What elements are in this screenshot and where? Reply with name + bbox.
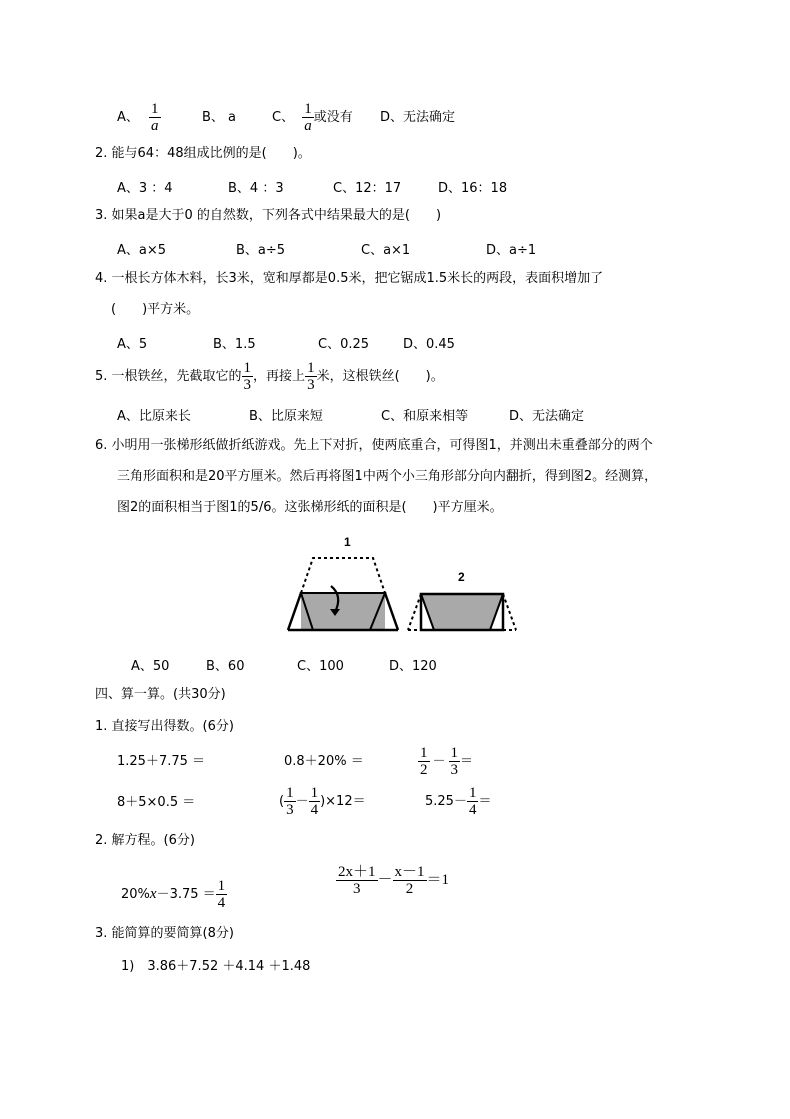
s1-expr-4: 8＋5×0.5 ＝ (117, 795, 196, 810)
q6-option-a: A、50 (131, 659, 170, 674)
q3-option-d: D、a÷1 (486, 243, 537, 258)
q6-option-b: B、60 (206, 659, 245, 674)
s2-equation-1: 20%x－3.75 ＝ $\frac{1}{4}$ (121, 878, 226, 911)
q5-option-c: C、和原来相等 (381, 409, 469, 424)
q6-stem-line2: 三角形面积和是20平方厘米。然后再将图1中两个小三角形部分向内翻折，得到图2。经测算， (117, 469, 658, 484)
s2-equation-2: $\frac{2x+1}{3}$ － $\frac{x-1}{2}$ ＝1 (338, 864, 450, 898)
q3-option-b: B、a÷5 (236, 243, 286, 258)
q3-option-a: A、a×5 (117, 243, 167, 258)
q1-option-c-fraction: $\frac{1}{a}$ (304, 101, 312, 134)
q1-option-d: D、无法确定 (380, 110, 456, 125)
figure-1-folded-shape (301, 593, 385, 630)
q4-option-b: B、1.5 (213, 337, 256, 352)
q4-stem-line1: 4. 一根长方体木料，长3米，宽和厚都是0.5米，把它锯成1.5米长的两段，表面积增加了 (95, 271, 604, 286)
s1-expr-3: $\frac{1}{2}$ － $\frac{1}{3}$ ＝ (420, 745, 474, 778)
figure-1-left-edge (288, 593, 301, 630)
figure-2-label: 2 (458, 570, 465, 584)
figure-2-shaded-region (421, 594, 503, 630)
q5-fraction-2: $\frac{1}{3}$ (307, 360, 315, 393)
q3-option-c: C、a×1 (361, 243, 411, 258)
q2-option-b: B、4 ：3 (228, 181, 284, 196)
q1-option-c: C、 $\frac{1}{a}$ 或没有 (272, 101, 353, 134)
s2-title: 2. 解方程。(6分) (95, 833, 195, 848)
q2-option-a: A、3 ：4 (117, 181, 173, 196)
figure-1-label: 1 (344, 535, 351, 549)
q6-stem-line1: 6. 小明用一张梯形纸做折纸游戏。先上下对折，使两底重合，可得图1，并测出未重叠部分的两个 (95, 438, 653, 453)
section-4-title: 四、算一算。(共30分) (95, 687, 226, 702)
q2-stem: 2. 能与64：48组成比例的是( )。 (95, 146, 311, 161)
q1-options (117, 98, 161, 138)
q4-stem-line2: ( )平方米。 (111, 302, 200, 317)
q6-stem-line3: 图2的面积相当于图1的5/6。这张梯形纸的面积是( )平方厘米。 (117, 500, 503, 515)
s3-item-1: 1) 3.86＋7.52 ＋4.14 ＋1.48 (121, 959, 311, 974)
q1-option-a-label: A、 (117, 110, 139, 125)
q6-option-c: C、100 (297, 659, 344, 674)
s3-title: 3. 能简算的要简算(8分) (95, 926, 234, 941)
q4-option-a: A、5 (117, 337, 148, 352)
q2-option-c: C、12：17 (333, 181, 402, 196)
q3-stem: 3. 如果a是大于0 的自然数，下列各式中结果最大的是( ) (95, 208, 442, 223)
s1-title: 1. 直接写出得数。(6分) (95, 719, 234, 734)
fold-diagram-svg (283, 532, 523, 636)
trapezoid-fold-figure (283, 532, 523, 640)
q6-option-d: D、120 (389, 659, 437, 674)
q5-option-b: B、比原来短 (249, 409, 323, 424)
s1-expr-2: 0.8＋20% ＝ (284, 754, 364, 769)
figure-1-dashed-outline (301, 558, 385, 593)
s1-expr-5: ( $\frac{1}{3}$ － $\frac{1}{4}$ )×12＝ (279, 785, 366, 818)
figure-2-right-dashed (503, 594, 516, 630)
q5-stem: 5. 一根铁丝，先截取它的 $\frac{1}{3}$ ，再接上 $\frac{1}{3}$ 米，这根铁丝( )。 (95, 360, 444, 393)
q1-option-b: B、 a (202, 110, 237, 125)
s1-expr-6: 5.25－ $\frac{1}{4}$ ＝ (425, 785, 492, 818)
figure-1-right-edge (385, 593, 398, 630)
s1-expr-1: 1.25＋7.75 ＝ (117, 754, 206, 769)
q2-option-d: D、16：18 (438, 181, 508, 196)
q4-option-c: C、0.25 (318, 337, 370, 352)
q5-option-d: D、无法确定 (509, 409, 585, 424)
q4-option-d: D、0.45 (403, 337, 455, 352)
q5-fraction-1: $\frac{1}{3}$ (243, 360, 252, 393)
q1-option-a-fraction: $\frac{1}{a}$ (151, 101, 159, 134)
figure-2-left-dashed (408, 594, 421, 630)
q5-option-a: A、比原来长 (117, 409, 191, 424)
